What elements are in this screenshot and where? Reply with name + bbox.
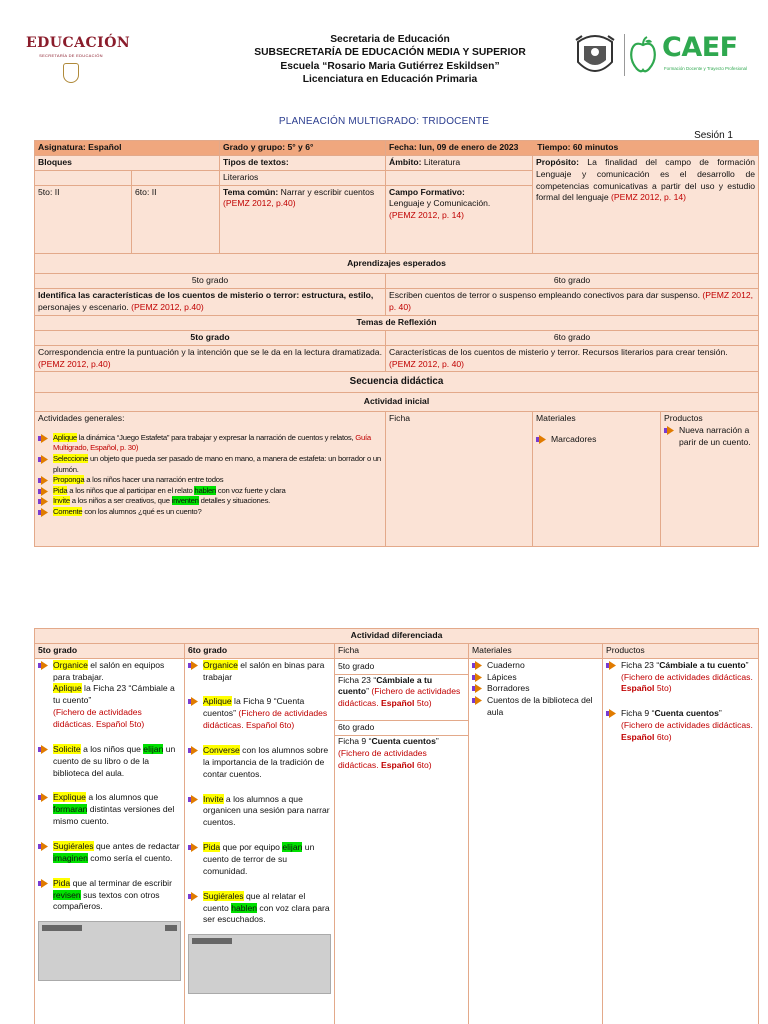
aprendizajes-5-ref: (PEMZ 2012, p.40) bbox=[131, 302, 204, 313]
temas-grade6: 6to grado bbox=[386, 330, 759, 345]
grade6-item: Organice el salón en binas para trabajar bbox=[188, 660, 331, 684]
caef-wordmark: CAEF bbox=[662, 32, 738, 63]
temas-title-row bbox=[35, 316, 759, 331]
diferenciada-header-row bbox=[35, 643, 759, 658]
actividades-generales-label: Actividades generales: bbox=[38, 412, 125, 423]
arrow-bullet-icon bbox=[472, 696, 482, 705]
header-line-4: Licenciatura en Educación Primaria bbox=[302, 74, 478, 86]
ficha-details bbox=[335, 658, 469, 1024]
arrow-bullet-icon bbox=[38, 487, 48, 496]
temas-5-text: Correspondencia entre la puntuación y la intención que se le da en la lectura dramatizada. bbox=[38, 346, 382, 357]
aprendizajes-5-cell bbox=[35, 289, 386, 316]
temas-content-row bbox=[35, 345, 759, 372]
header-line-3: Escuela “Rosario Maria Gutiérrez Eskildsen” bbox=[280, 60, 500, 72]
bloque-6-cell: 6to: II bbox=[132, 185, 220, 253]
aprendizajes-5-text-b: personajes y escenario. bbox=[38, 302, 132, 313]
inicial-content-row bbox=[35, 411, 759, 546]
ficha-thumbnail-image bbox=[188, 934, 331, 994]
grade5-item: Solicite a los niños que elijan un cuento de su libro o de la biblioteca del aula. bbox=[38, 744, 181, 780]
differentiated-activity-table bbox=[34, 628, 759, 1024]
tema-cell bbox=[220, 185, 386, 253]
col-6to: 6to grado bbox=[185, 643, 335, 658]
caef-logo bbox=[572, 30, 752, 82]
fecha-text: Fecha: lun, 09 de enero de 2023 bbox=[389, 142, 519, 152]
grade6-item: Sugiérales que al relatar el cuento hablen con voz clara para ser escuchados. bbox=[188, 891, 331, 927]
aprendizajes-title-row bbox=[35, 253, 759, 274]
tipos-label: Tipos de textos: bbox=[223, 156, 289, 167]
arrow-bullet-icon bbox=[38, 508, 48, 517]
arrow-bullet-icon bbox=[188, 795, 198, 804]
grade5-item: Explique a los alumnos que formaran distintas versiones del mismo cuento. bbox=[38, 792, 181, 828]
productos-label: Productos bbox=[664, 412, 703, 423]
arrow-bullet-icon bbox=[606, 661, 616, 670]
arrow-bullet-icon bbox=[188, 746, 198, 755]
arrow-bullet-icon bbox=[38, 434, 48, 443]
productos-col bbox=[661, 412, 758, 546]
session-label: Sesión 1 bbox=[694, 130, 733, 141]
fecha-cell bbox=[386, 141, 759, 156]
logo-word: EDUCACIÓN bbox=[26, 35, 131, 51]
arrow-bullet-icon bbox=[38, 476, 48, 485]
arrow-bullet-icon bbox=[38, 661, 48, 670]
aprendizajes-title: Aprendizajes esperados bbox=[35, 253, 759, 274]
caef-tagline: Formación Docente y Trayecto Profesional bbox=[664, 66, 747, 71]
plan-title: PLANEACIÓN MULTIGRADO: TRIDOCENTE bbox=[278, 116, 490, 127]
diferenciada-content-row bbox=[35, 658, 759, 1024]
col-productos: Productos bbox=[603, 643, 759, 658]
campo-value: Lenguaje y Comunicación. bbox=[389, 198, 491, 209]
aprendizajes-grade6: 6to grado bbox=[386, 274, 759, 289]
arrow-bullet-icon bbox=[38, 879, 48, 888]
material-item: Marcadores bbox=[536, 434, 657, 446]
activity-item: Seleccione un objeto que pueda ser pasado de mano en mano, a manera de estafeta: un borrador o un plumón. bbox=[38, 454, 382, 475]
ambito-cell bbox=[386, 155, 533, 170]
actividades-generales-cell bbox=[35, 411, 386, 546]
grade6-item: Aplique la Ficha 9 “Cuenta cuentos” (Fichero de actividades didácticas. Español 6to) bbox=[188, 696, 331, 732]
grade6-item: Pida que por equipo elijan un cuento de terror de su comunidad. bbox=[188, 842, 331, 878]
materiales-productos-cell bbox=[533, 411, 759, 546]
arrow-bullet-icon bbox=[606, 709, 616, 718]
temas-6-ref: (PEMZ 2012, p. 40) bbox=[389, 358, 464, 369]
tema-label: Tema común: bbox=[223, 186, 279, 197]
arrow-bullet-icon bbox=[472, 684, 482, 693]
arrow-bullet-icon bbox=[38, 842, 48, 851]
logo-subtitle: SECRETARÍA DE EDUCACIÓN bbox=[39, 53, 103, 59]
aprendizajes-6-ref: (PEMZ 2012, p. 40) bbox=[389, 290, 754, 313]
ficha-label: Ficha bbox=[389, 412, 411, 423]
activity-item: Aplique la dinámica “Juego Estafeta” para trabajar y expresar la narración de cuentos y relatos, Guía Multigrado, Español, p. 30) bbox=[38, 433, 382, 454]
producto-item: Ficha 9 “Cuenta cuentos” (Fichero de actividades didácticas. Español 6to) bbox=[606, 708, 755, 744]
inicial-title-row bbox=[35, 392, 759, 411]
arrow-bullet-icon bbox=[38, 497, 48, 506]
info-header-row bbox=[35, 141, 759, 156]
activity-item: Proponga a los niños hacer una narración entre todos bbox=[38, 475, 382, 486]
productos-list bbox=[603, 658, 759, 1024]
tema-ref: (PEMZ 2012, p.40) bbox=[223, 198, 296, 209]
bloque-5-cell: 5to: II bbox=[35, 185, 132, 253]
proposito-ref: (PEMZ 2012, p. 14) bbox=[611, 192, 687, 203]
activity-item: Pida a los niños que al participar en el relato hablen con voz fuerte y clara bbox=[38, 486, 382, 497]
materiales-list bbox=[469, 658, 603, 1024]
educacion-logo bbox=[26, 34, 131, 83]
materiales-col bbox=[533, 412, 661, 546]
proposito-cell bbox=[533, 155, 759, 253]
proposito-text: La finalidad del campo de formación Lenguaje y comunicación es el desarrollo de competencias comunicativas a partir del uso y estudio formal del lenguaje bbox=[536, 156, 756, 203]
material-item: Cuaderno bbox=[472, 660, 599, 672]
ambito-label: Ámbito: bbox=[389, 156, 422, 167]
diferenciada-title: Actividad diferenciada bbox=[35, 629, 759, 644]
campo-cell bbox=[386, 185, 533, 253]
planning-table bbox=[34, 140, 759, 547]
secuencia-title: Secuencia didáctica bbox=[35, 372, 759, 393]
arrow-bullet-icon bbox=[188, 661, 198, 670]
ficha-grade6-content: Ficha 9 “Cuenta cuentos” (Fichero de actividades didácticas. Español 6to) bbox=[338, 736, 439, 770]
ficha-thumbnail-image bbox=[38, 921, 181, 981]
grade5-item: Organice el salón en equipos para trabajar. Aplique la Ficha 23 “Cámbiale a tu cuento” (Fichero de actividades didácticas. Español 5to) bbox=[38, 660, 181, 731]
header-line-2: SUBSECRETARÍA DE EDUCACIÓN MEDIA Y SUPERIOR bbox=[254, 47, 526, 59]
col-5to: 5to grado bbox=[35, 643, 185, 658]
grade5-item: Sugiérales que antes de redactar imaginen como sería el cuento. bbox=[38, 841, 181, 865]
grade5-activities bbox=[35, 658, 185, 1024]
producto-item: Ficha 23 “Cámbiale a tu cuento” (Fichero de actividades didácticas. Español 5to) bbox=[606, 660, 755, 696]
proposito-label: Propósito: bbox=[536, 156, 579, 167]
campo-ref: (PEMZ 2012, p. 14) bbox=[389, 210, 464, 221]
material-item: Borradores bbox=[472, 683, 599, 695]
arrow-bullet-icon bbox=[38, 455, 48, 464]
aprendizajes-5-text: Identifica las características de los cuentos de misterio o terror: estructura, estilo, bbox=[38, 290, 374, 301]
arrow-bullet-icon bbox=[536, 435, 546, 444]
info-row-1 bbox=[35, 155, 759, 170]
temas-6-cell bbox=[386, 345, 759, 372]
col-ficha: Ficha bbox=[335, 643, 469, 658]
producto-item: Nueva narración a parir de un cuento. bbox=[664, 425, 755, 449]
diferenciada-title-row bbox=[35, 629, 759, 644]
grade5-item: Pida que al terminar de escribir revisen sus textos con otros compañeros. bbox=[38, 878, 181, 914]
arrow-bullet-icon bbox=[188, 697, 198, 706]
ficha-grade5-content: Ficha 23 “Cámbiale a tu cuento” (Fichero de actividades didácticas. Español 5to) bbox=[338, 674, 461, 709]
arrow-bullet-icon bbox=[38, 745, 48, 754]
document-header bbox=[180, 33, 600, 87]
material-item: Lápices bbox=[472, 672, 599, 684]
apple-icon bbox=[628, 36, 658, 74]
header-line-1: Secretaria de Educación bbox=[330, 34, 450, 45]
temas-6-text: Características de los cuentos de misterio y terror. Recursos literarios para crear tensión. bbox=[389, 346, 728, 357]
campo-label: Campo Formativo: bbox=[389, 186, 465, 197]
tipos-value: Literarios bbox=[220, 170, 386, 185]
ambito-value: Literatura bbox=[421, 156, 461, 167]
school-crest-icon bbox=[574, 32, 616, 80]
temas-title: Temas de Reflexión bbox=[35, 316, 759, 331]
tema-text: Narrar y escribir cuentos bbox=[278, 186, 375, 197]
grado-cell: Grado y grupo: 5° y 6° bbox=[220, 141, 386, 156]
material-item: Cuentos de la biblioteca del aula bbox=[472, 695, 599, 719]
grade6-item: Converse con los alumnos sobre la importancia de la tradición de contar cuentos. bbox=[188, 745, 331, 781]
ficha-cell bbox=[386, 411, 533, 546]
logo-separator bbox=[624, 34, 625, 76]
ficha-grade5-label: 5to grado bbox=[335, 660, 468, 675]
arrow-bullet-icon bbox=[472, 673, 482, 682]
arrow-bullet-icon bbox=[472, 661, 482, 670]
col-materiales: Materiales bbox=[469, 643, 603, 658]
aprendizajes-content-row bbox=[35, 289, 759, 316]
temas-grades-row bbox=[35, 330, 759, 345]
grade6-item: Invite a los alumnos a que organicen una sesión para narrar cuentos. bbox=[188, 794, 331, 830]
arrow-bullet-icon bbox=[188, 843, 198, 852]
aprendizajes-6-text: Escriben cuentos de terror o suspenso empleando conectivos para dar suspenso. bbox=[389, 290, 703, 301]
materiales-label: Materiales bbox=[536, 412, 576, 423]
temas-grade5: 5to grado bbox=[35, 330, 386, 345]
secuencia-title-row bbox=[35, 372, 759, 393]
activity-item: Comente con los alumnos ¿qué es un cuento? bbox=[38, 507, 382, 518]
state-seal-icon bbox=[63, 63, 79, 83]
bloques-label: Bloques bbox=[35, 155, 220, 170]
aprendizajes-grades-row bbox=[35, 274, 759, 289]
aprendizajes-6-cell bbox=[386, 289, 759, 316]
inicial-title: Actividad inicial bbox=[35, 392, 759, 411]
aprendizajes-grade5: 5to grado bbox=[35, 274, 386, 289]
asignatura-cell: Asignatura: Español bbox=[35, 141, 220, 156]
ficha-grade6-label: 6to grado bbox=[335, 720, 468, 736]
arrow-bullet-icon bbox=[188, 892, 198, 901]
arrow-bullet-icon bbox=[38, 793, 48, 802]
activity-item: Invite a los niños a ser creativos, que inventen detalles y situaciones. bbox=[38, 496, 382, 507]
tipos-cell bbox=[220, 155, 386, 170]
grade6-activities bbox=[185, 658, 335, 1024]
arrow-bullet-icon bbox=[664, 426, 674, 435]
temas-5-cell bbox=[35, 345, 386, 372]
tiempo-text: Tiempo: 60 minutos bbox=[537, 142, 619, 152]
temas-5-ref: (PEMZ 2012, p.40) bbox=[38, 358, 111, 369]
